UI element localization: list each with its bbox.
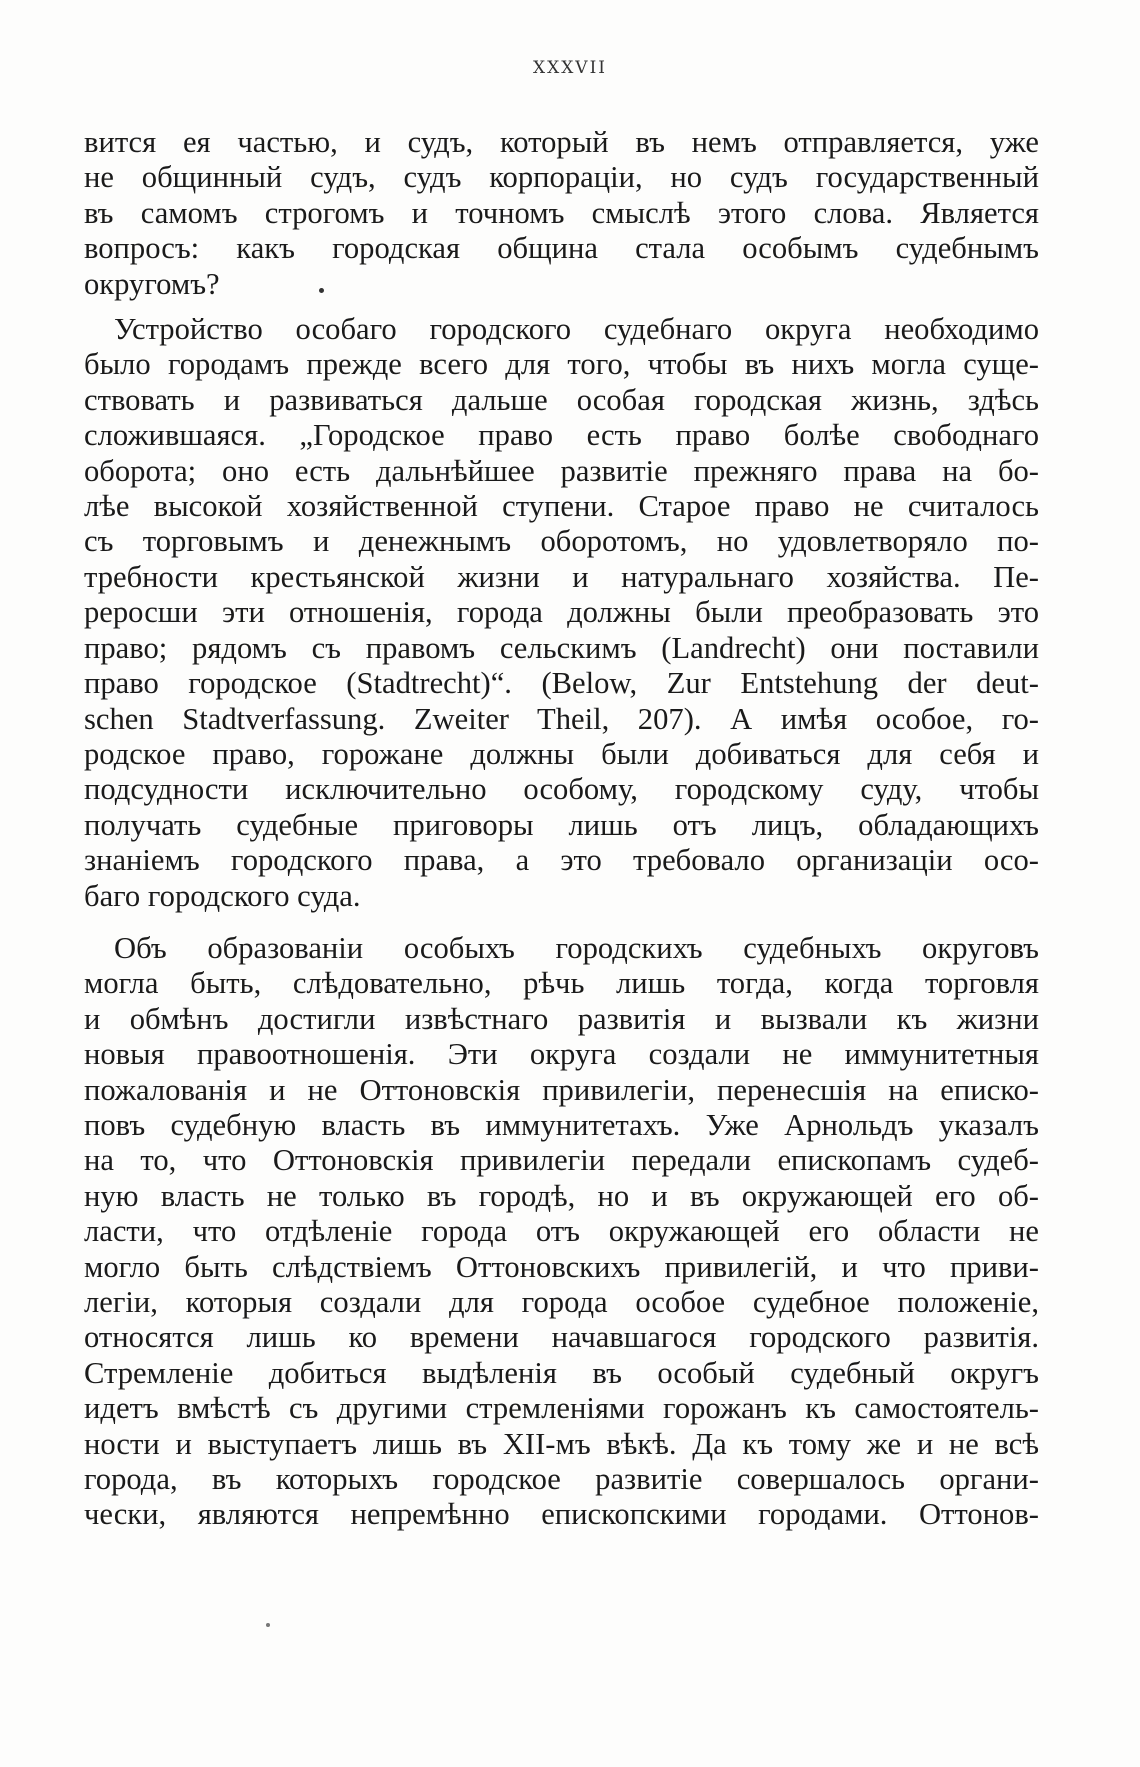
text-line: баго городского суда. xyxy=(84,878,361,913)
text-line: Стремленіе добиться выдѣленія въ особый судебный округъ xyxy=(84,1355,1039,1390)
text-line: сложившаяся. „Городское право есть право болѣе свободнаго xyxy=(84,418,1039,453)
text-line: новыя правоотношенія. Эти округа создали не иммунитетныя xyxy=(84,1037,1039,1072)
text-line: могла быть, слѣдовательно, рѣчь лишь тогда, когда торговля xyxy=(84,966,1039,1001)
text-line: право; рядомъ съ правомъ сельскимъ (Landrecht) они поставили xyxy=(84,630,1039,665)
text-line: ную власть не только въ городѣ, но и въ окружающей его об- xyxy=(84,1178,1039,1213)
ink-speck xyxy=(319,288,324,293)
text-line: было городамъ прежде всего для того, чтобы въ нихъ могла суще- xyxy=(84,347,1039,382)
paragraph-1 xyxy=(84,125,1039,302)
text-line: на то, что Оттоновскія привилегіи передали епископамъ судеб- xyxy=(84,1143,1039,1178)
text-line: Объ образованіи особыхъ городскихъ судебныхъ округовъ xyxy=(114,930,1039,965)
body-text xyxy=(84,125,1039,1533)
text-line: требности крестьянской жизни и натуральнаго хозяйства. Пе- xyxy=(84,559,1039,594)
text-line: ствовать и развиваться дальше особая городская жизнь, здѣсь xyxy=(84,382,1039,417)
text-line: знаніемъ городского права, а это требовало организаціи осо- xyxy=(84,843,1039,878)
text-line: вопросъ: какъ городская община стала особымъ судебнымъ xyxy=(84,231,1039,266)
text-line: чески, являются непремѣнно епископскими городами. Оттонов- xyxy=(84,1497,1039,1532)
text-line: идетъ вмѣстѣ съ другими стремленіями горожанъ къ самостоятель- xyxy=(84,1391,1039,1426)
text-line: и обмѣнъ достигли извѣстнаго развитія и вызвали къ жизни xyxy=(84,1001,1039,1036)
text-line: ности и выступаетъ лишь въ XII-мъ вѣкѣ. Да къ тому же и не всѣ xyxy=(84,1426,1039,1461)
text-line: ласти, что отдѣленіе города отъ окружающей его области не xyxy=(84,1214,1039,1249)
text-line: лѣе высокой хозяйственной ступени. Старое право не считалось xyxy=(84,489,1039,524)
text-line: Устройство особаго городского судебнаго округа необходимо xyxy=(114,312,1039,347)
ink-speck xyxy=(266,1623,270,1627)
text-line: города, въ которыхъ городское развитіе совершалось органи- xyxy=(84,1462,1039,1497)
text-line: вится ея частью, и судъ, который въ немъ отправляется, уже xyxy=(84,125,1039,159)
text-line: schen Stadtverfassung. Zweiter Theil, 207). А имѣя особое, го- xyxy=(84,701,1039,736)
text-line: округомъ? xyxy=(84,266,220,301)
text-line: право городское (Stadtrecht)“. (Below, Zur Entstehung der deut- xyxy=(84,666,1039,701)
text-line: получать судебные приговоры лишь отъ лицъ, обладающихъ xyxy=(84,807,1039,842)
text-line: повъ судебную власть въ иммунитетахъ. Уже Арнольдъ указалъ xyxy=(84,1107,1039,1142)
text-line: пожалованія и не Оттоновскія привилегіи, перенесшія на еписко- xyxy=(84,1072,1039,1107)
text-line: не общинный судъ, судъ корпораціи, но судъ государственный xyxy=(84,160,1039,195)
paragraph-2 xyxy=(84,312,1039,914)
text-line: подсудности исключительно особому, городскому суду, чтобы xyxy=(84,772,1039,807)
text-line: реросши эти отношенія, города должны были преобразовать это xyxy=(84,595,1039,630)
text-line: легіи, которыя создали для города особое судебное положеніе, xyxy=(84,1285,1039,1319)
text-line: въ самомъ строгомъ и точномъ смыслѣ этого слова. Является xyxy=(84,195,1039,230)
text-line: родское право, горожане должны были добиваться для себя и xyxy=(84,736,1039,771)
text-line: оборота; оно есть дальнѣйшее развитіе прежняго права на бо- xyxy=(84,453,1039,488)
text-line: относятся лишь ко времени начавшагося городского развитія. xyxy=(84,1320,1039,1355)
text-line: съ торговымъ и денежнымъ оборотомъ, но удовлетворяло по- xyxy=(84,524,1039,559)
text-line: могло быть слѣдствіемъ Оттоновскихъ привилегій, и что приви- xyxy=(84,1249,1039,1284)
paragraph-3 xyxy=(84,931,1039,1533)
page-number: XXXVII xyxy=(532,58,607,78)
